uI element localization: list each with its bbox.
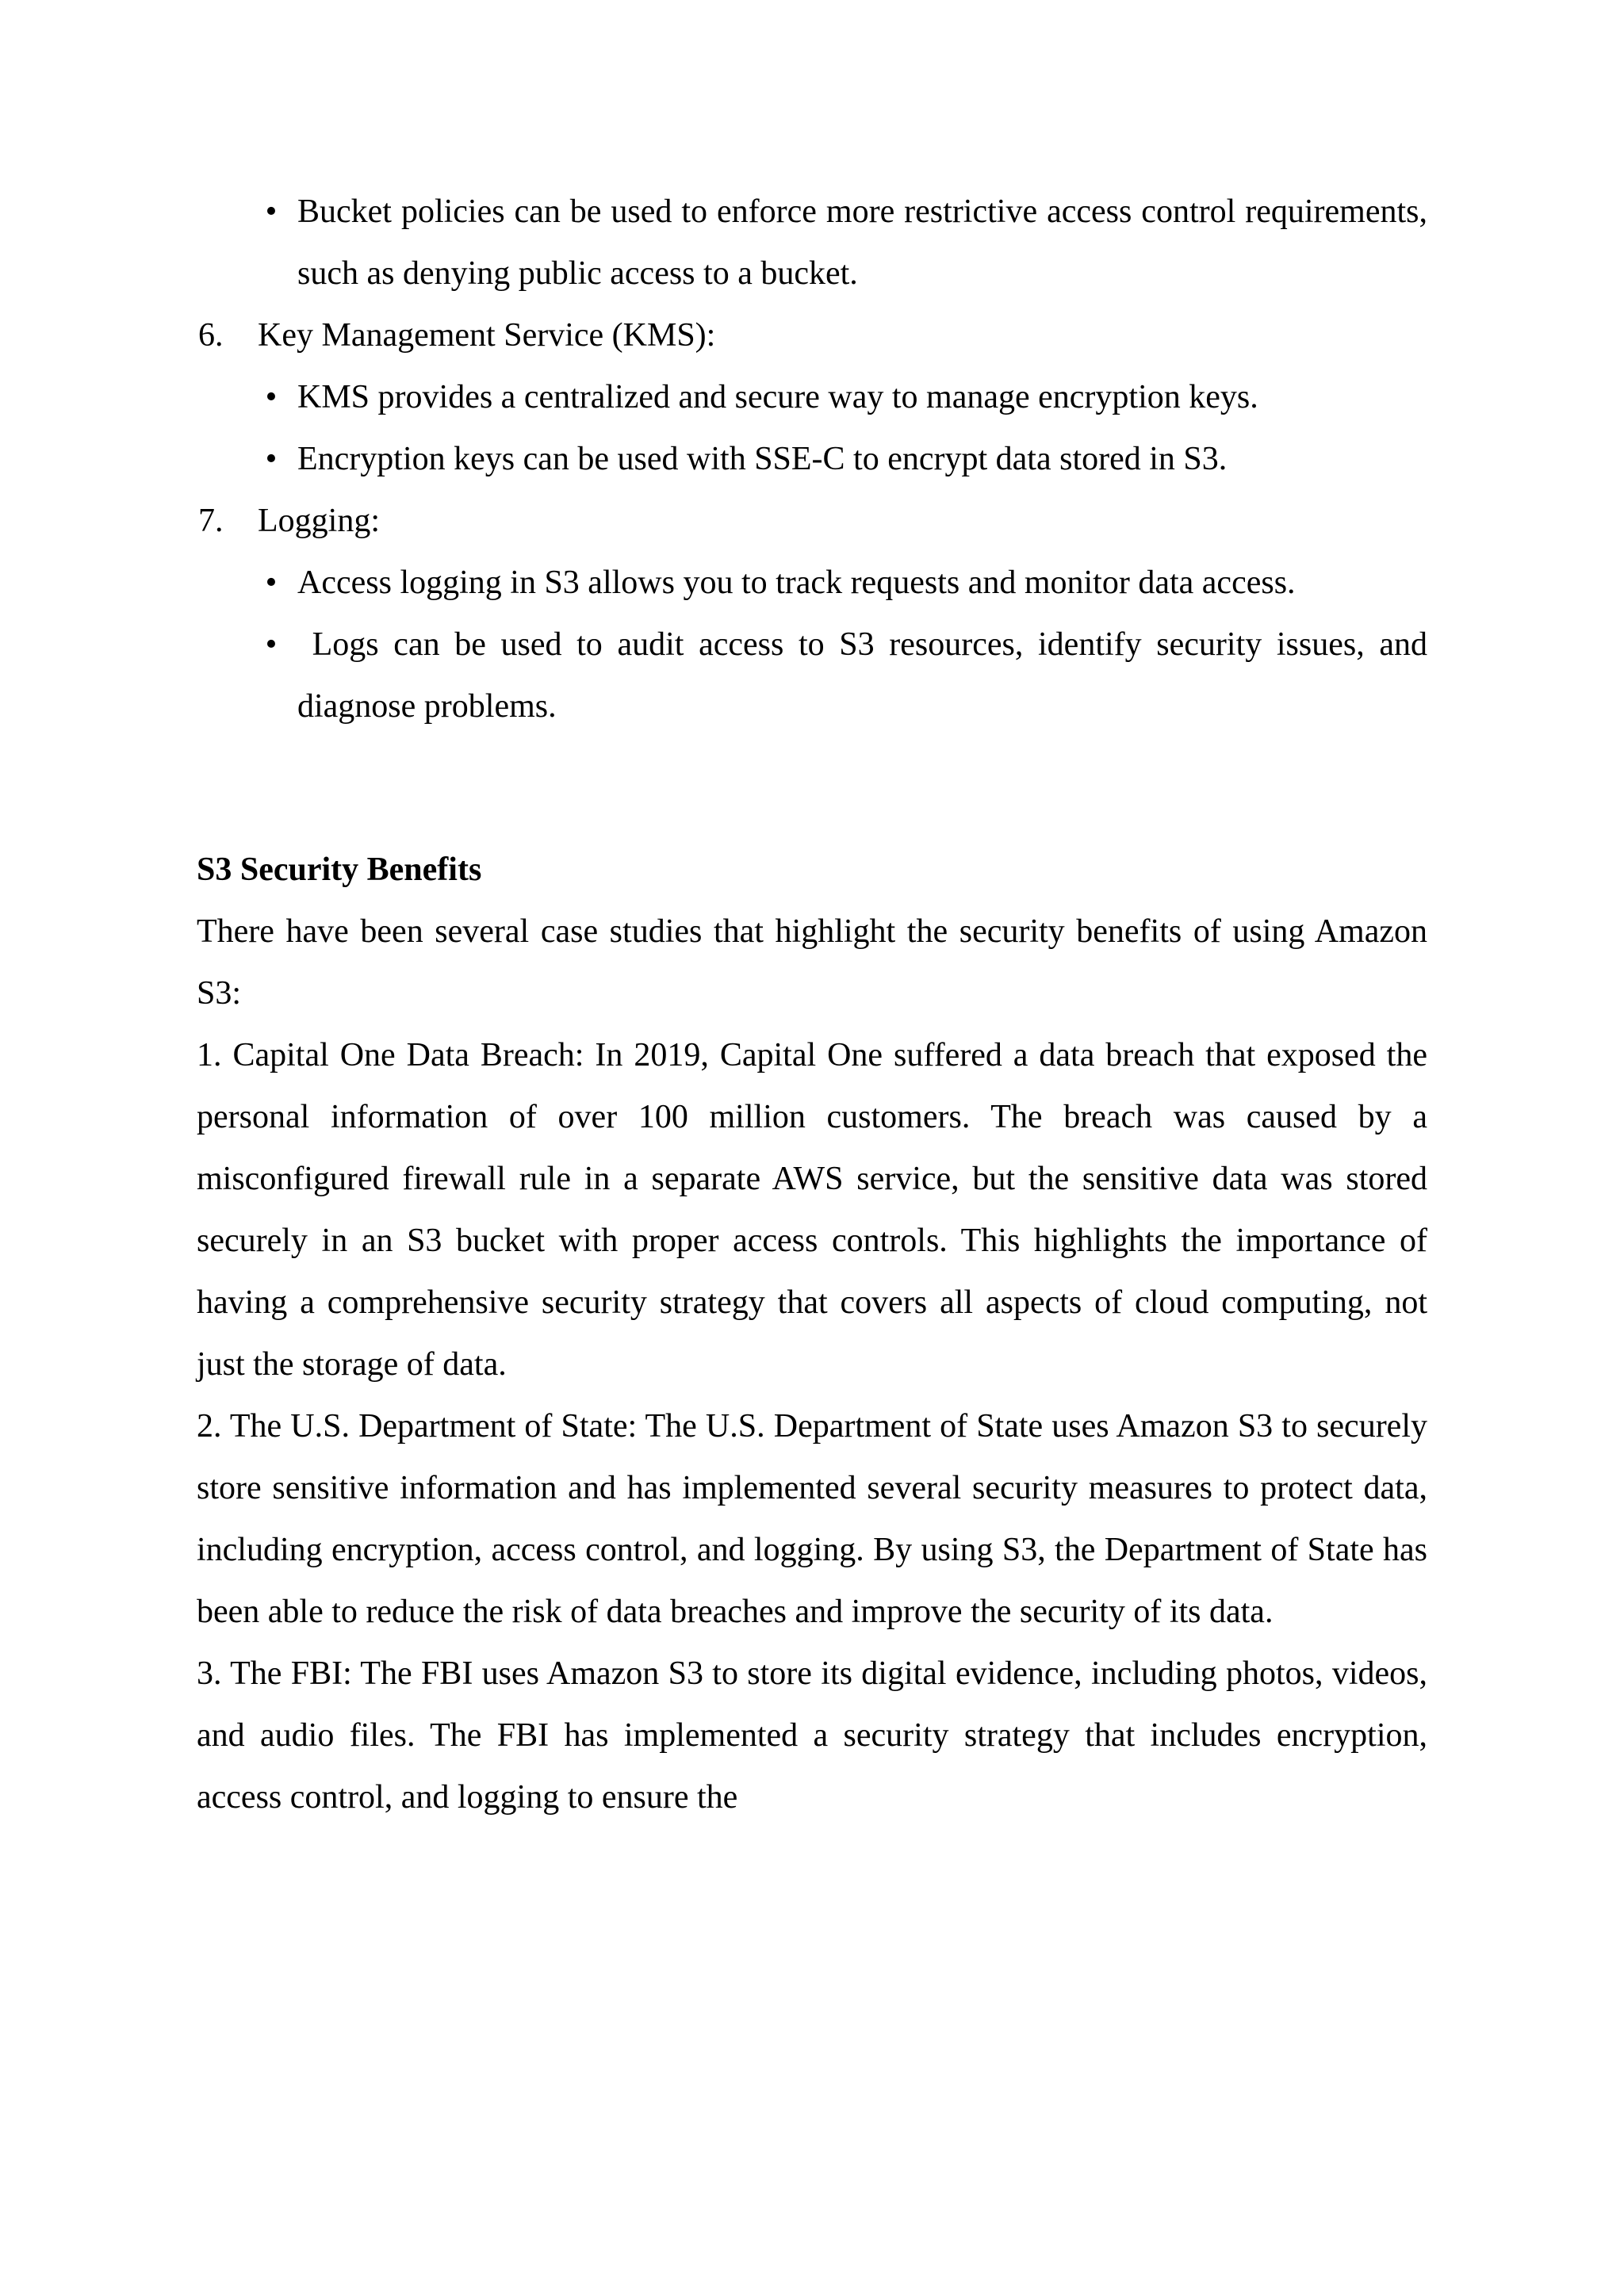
list-item bbox=[197, 428, 1427, 490]
numbered-list-item bbox=[197, 490, 1427, 552]
bullet-text: Encryption keys can be used with SSE-C to encrypt data stored in S3. bbox=[297, 441, 1228, 477]
numbered-list-item bbox=[197, 304, 1427, 366]
bullet-icon: • bbox=[265, 193, 278, 230]
case-paragraph-2: 2. The U.S. Department of State: The U.S. Department of State uses Amazon S3 to securely store sensitive information and has implemented several security measures to protect data, including encryption, access control, and logging. By using S3, the Department of State has been able to reduce the risk of data breaches and improve the security of its data. bbox=[197, 1408, 1436, 1630]
list-item bbox=[197, 366, 1427, 428]
section-heading: S3 Security Benefits bbox=[197, 851, 482, 888]
case-paragraph-3: 3. The FBI: The FBI uses Amazon S3 to store its digital evidence, including photos, videos, and audio files. The FBI has implemented a security strategy that includes encryption, access control, and logging to ensure the bbox=[197, 1655, 1436, 1816]
case-paragraph-1: 1. Capital One Data Breach: In 2019, Capital One suffered a data breach that exposed the personal information of over 100 million customers. The breach was caused by a misconfigured firewall rule in a separate AWS service, but the sensitive data was stored securely in an S3 bucket with proper access controls. This highlights the importance of having a comprehensive security strategy that covers all aspects of cloud computing, not just the storage of data. bbox=[197, 1037, 1436, 1383]
bullet-text: Logs can be used to audit access to S3 resources, identify security issues, and diagnose problems. bbox=[297, 626, 1436, 725]
list-item-label: Logging: bbox=[258, 503, 380, 539]
section-intro-paragraph: There have been several case studies that highlight the security benefits of using Amazon S3: bbox=[197, 913, 1436, 1012]
list-item bbox=[197, 181, 1436, 304]
section-spacer bbox=[197, 737, 1427, 839]
bullet-icon: • bbox=[265, 379, 278, 415]
list-item-label: Key Management Service (KMS): bbox=[258, 317, 716, 354]
list-item bbox=[197, 552, 1427, 614]
bullet-text: KMS provides a centralized and secure way to manage encryption keys. bbox=[297, 379, 1258, 415]
bullet-text: Access logging in S3 allows you to track requests and monitor data access. bbox=[297, 564, 1296, 601]
bullet-icon: • bbox=[265, 564, 278, 601]
bullet-icon: • bbox=[265, 626, 278, 663]
list-number: 6. bbox=[198, 317, 224, 354]
document-text-column bbox=[197, 181, 1436, 1828]
list-number: 7. bbox=[198, 503, 224, 539]
bullet-text: Bucket policies can be used to enforce more restrictive access control requirements, such as denying public access to a bucket. bbox=[297, 193, 1436, 292]
list-item bbox=[197, 614, 1436, 737]
bullet-icon: • bbox=[265, 441, 278, 477]
